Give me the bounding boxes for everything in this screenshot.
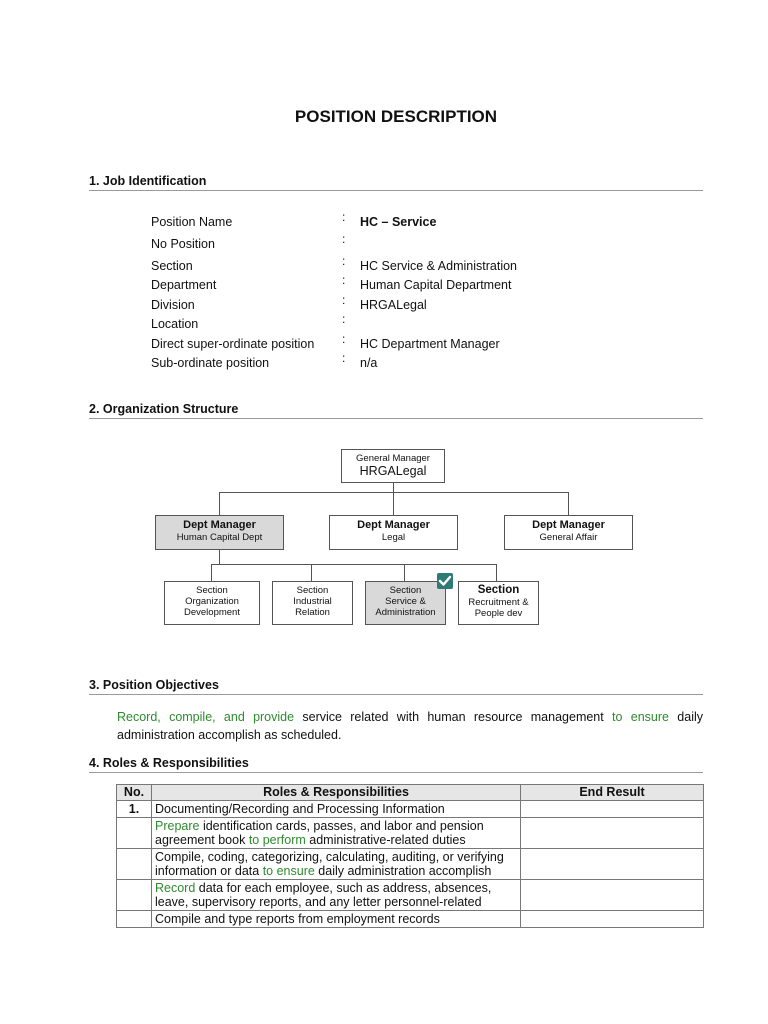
role-goal: to ensure — [262, 864, 315, 878]
job-row-label: Direct super-ordinate position — [151, 337, 315, 351]
job-row-position-name — [151, 210, 711, 231]
row-end-result — [521, 849, 704, 880]
table-header-row — [117, 785, 704, 801]
table-row — [117, 801, 704, 818]
org-box-manager-legal — [329, 515, 458, 550]
checkmark-icon-glyph — [437, 573, 453, 589]
job-row-location — [151, 312, 711, 333]
org-box-line: Development — [184, 607, 240, 618]
job-row-label: Position Name — [151, 215, 233, 229]
org-box-sub: Legal — [381, 532, 406, 543]
org-box-title: Section — [477, 584, 520, 596]
org-box-line: Industrial — [293, 596, 332, 607]
row-end-result — [521, 911, 704, 928]
table-row — [117, 880, 704, 911]
org-connector — [393, 492, 394, 516]
org-box-title: Section — [296, 585, 329, 596]
org-box-manager-human-capital — [155, 515, 284, 550]
org-box-title: Section — [389, 585, 422, 596]
org-connector — [219, 492, 220, 516]
org-box-title: General Manager — [356, 453, 430, 464]
org-box-general-manager — [341, 449, 445, 483]
org-box-line: Service & — [385, 596, 426, 607]
objectives-text — [117, 708, 703, 744]
org-box-manager-general-affair — [504, 515, 633, 550]
org-connector — [568, 492, 569, 516]
objectives-verbs: Record, compile, and provide — [117, 710, 295, 724]
role-goal: to perform — [248, 833, 306, 847]
job-row-value: HC – Service — [360, 215, 437, 229]
row-number — [117, 880, 152, 911]
job-row-label: Location — [151, 317, 199, 331]
job-row-label: Division — [151, 298, 195, 312]
row-number — [117, 849, 152, 880]
org-box-section-organization — [164, 581, 260, 625]
job-row-superordinate — [151, 332, 711, 353]
job-row-colon: : — [342, 210, 346, 224]
job-row-label: Sub-ordinate position — [151, 356, 270, 370]
job-row-colon: : — [342, 351, 346, 365]
job-row-section — [151, 254, 711, 275]
job-row-colon: : — [342, 232, 346, 246]
row-end-result — [521, 880, 704, 911]
org-box-title: Dept Manager — [183, 519, 256, 531]
row-number: 1. — [117, 801, 152, 818]
row-number — [117, 818, 152, 849]
role-text: daily administration accomplish — [314, 864, 492, 878]
col-header-roles: Roles & Responsibilities — [152, 785, 521, 801]
job-row-no-position — [151, 232, 711, 253]
job-row-label: Section — [151, 259, 193, 273]
row-role: Documenting/Recording and Processing Information — [152, 801, 521, 818]
objectives-heading: 3. Position Objectives — [89, 678, 703, 695]
job-row-value: HRGALegal — [360, 298, 427, 312]
role-text: Compile, coding, categorizing, calculating, auditing, or verifying information or data — [155, 850, 504, 878]
org-connector — [219, 549, 220, 565]
objectives-tail: daily administration accomplish as scheduled. — [117, 710, 704, 742]
role-text: data for each employee, such as address, absences, leave, supervisory reports, and any letter personnel-related — [155, 881, 492, 909]
job-row-value: Human Capital Department — [360, 278, 512, 292]
row-role — [152, 818, 521, 849]
org-box-line: Administration — [375, 607, 436, 618]
org-box-sub: HRGALegal — [359, 464, 427, 478]
job-row-colon: : — [342, 273, 346, 287]
org-box-sub: General Affair — [539, 532, 598, 543]
org-box-line: Relation — [295, 607, 330, 618]
org-connector — [211, 564, 212, 581]
col-header-no: No. — [117, 785, 152, 801]
row-role: Compile and type reports from employment records — [152, 911, 521, 928]
org-box-section-service — [365, 581, 446, 625]
roles-heading: 4. Roles & Responsibilities — [89, 756, 703, 773]
table-row — [117, 818, 704, 849]
org-box-title: Section — [196, 585, 228, 596]
job-row-value: n/a — [360, 356, 378, 370]
roles-table — [116, 784, 704, 928]
org-box-sub: Human Capital Dept — [176, 532, 263, 543]
objectives-goal: to ensure — [612, 710, 669, 724]
org-connector — [211, 564, 497, 565]
job-row-label: No Position — [151, 237, 215, 251]
job-row-colon: : — [342, 312, 346, 326]
job-identification-heading: 1. Job Identification — [89, 174, 703, 191]
job-row-subordinate — [151, 351, 711, 372]
row-end-result — [521, 818, 704, 849]
org-connector — [496, 564, 497, 581]
table-row — [117, 911, 704, 928]
org-connector — [311, 564, 312, 581]
org-connector — [219, 492, 569, 493]
row-end-result — [521, 801, 704, 818]
table-row — [117, 849, 704, 880]
row-role — [152, 880, 521, 911]
page-title: POSITION DESCRIPTION — [294, 107, 498, 126]
objectives-body: service related with human resource management — [294, 710, 613, 724]
row-role — [152, 849, 521, 880]
job-row-colon: : — [342, 254, 346, 268]
org-box-line: Recruitment & — [468, 597, 529, 608]
role-text: administrative-related duties — [305, 833, 466, 847]
col-header-end-result: End Result — [521, 785, 704, 801]
org-box-title: Dept Manager — [532, 519, 605, 531]
job-row-colon: : — [342, 332, 346, 346]
job-row-colon: : — [342, 293, 346, 307]
job-row-label: Department — [151, 278, 217, 292]
job-row-value: HC Department Manager — [360, 337, 500, 351]
row-number — [117, 911, 152, 928]
org-box-line: Organization — [185, 596, 239, 607]
role-verb: Record — [155, 881, 196, 895]
org-box-section-industrial — [272, 581, 353, 625]
org-box-section-recruitment — [458, 581, 539, 625]
org-box-line: People dev — [474, 608, 523, 619]
job-row-value: HC Service & Administration — [360, 259, 518, 273]
org-structure-heading: 2. Organization Structure — [89, 402, 703, 419]
role-text: identification cards, passes, and labor and pension agreement book — [155, 819, 484, 847]
job-row-division — [151, 293, 711, 314]
org-connector — [404, 564, 405, 581]
role-verb: Prepare — [155, 819, 200, 833]
org-box-title: Dept Manager — [357, 519, 430, 531]
job-row-department — [151, 273, 711, 294]
checkmark-icon — [437, 573, 453, 589]
